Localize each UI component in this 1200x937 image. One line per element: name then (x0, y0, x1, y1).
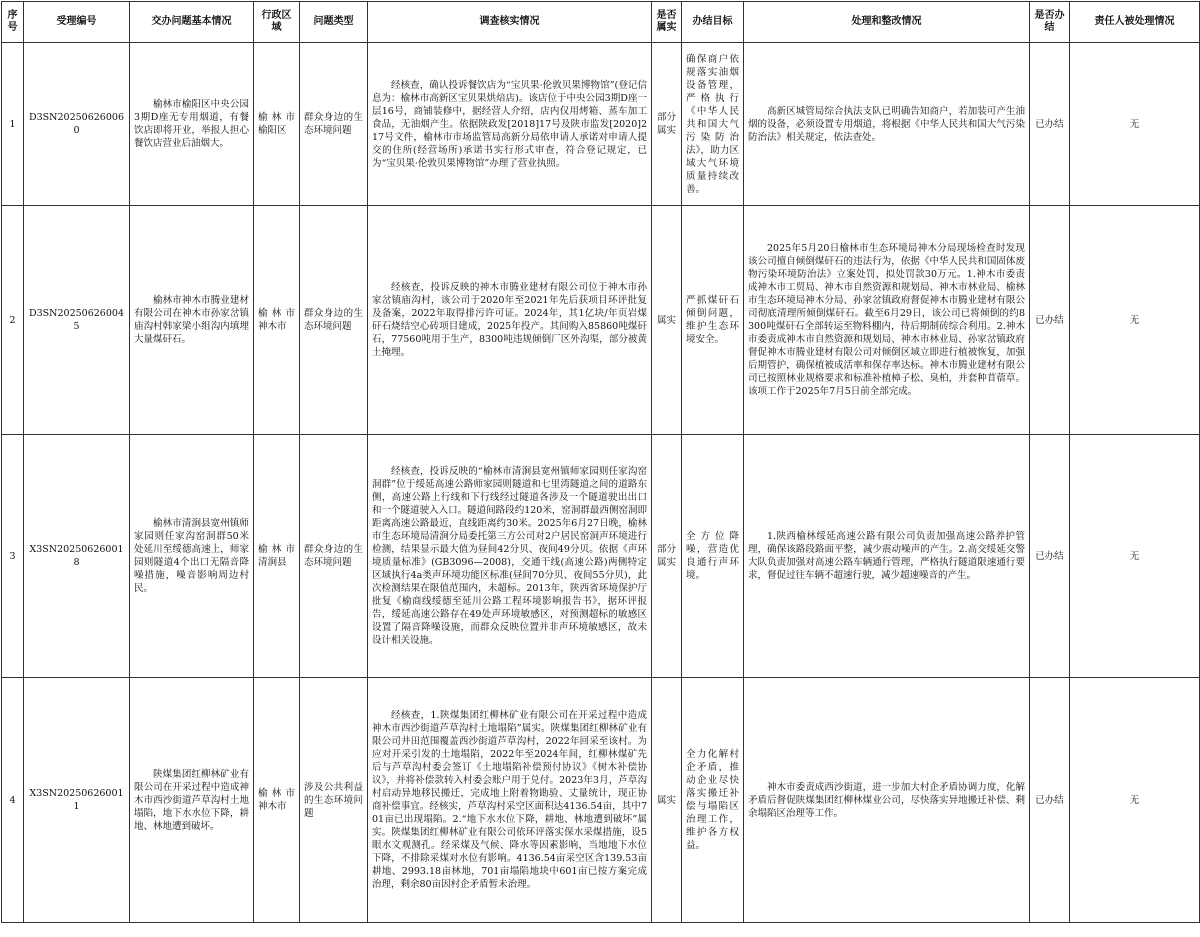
header-region: 行政区域 (254, 2, 300, 43)
cell-case-no: D3SN202506260045 (24, 206, 130, 435)
cell-region: 榆林市榆阳区 (254, 43, 300, 206)
cell-verified: 部分属实 (652, 435, 682, 678)
cell-handling: 1.陕西榆林绥延高速公路有限公司负责加强高速公路养护管理，确保该路段路面平整，减少震动噪声的产生。2.高交绥延交警大队负责加强对高速公路车辆通行管理，严格执行隧道限速通行要求，督促过往车辆不超速行驶，减少超速噪音的产生。 (744, 435, 1030, 678)
cell-investigation: 经核查，投诉反映的“榆林市清涧县宽州镇师家园则任家沟窑洞群”位于绥延高速公路师家园则隧道和七里湾隧道之间的道路东侧，高速公路上行线和下行线经过隧道各涉及一个隧道驶出出口和一个隧道驶入入口。隧道间路段约120米，窑洞群最西侧窑洞即距离高速公路最近，直线距离约30米。2025年6月27日晚，榆林市生态环境局清涧分局委托第三方公司对2户居民窑洞声环境进行检测，结果显示最大值为昼间42分贝、夜间49分贝。依据《声环境质量标准》(GB3096—2008)，交通干线(高速公路)两侧特定区域执行4a类声环境功能区标准(昼间70分贝、夜间55分贝)，此次检测结果在限值范围内，未超标。2013年，陕西省环境保护厅批复《榆商线绥德至延川公路工程环境影响报告书》，据环评报告，绥延高速公路存在49处声环境敏感区，对预测超标的敏感区设置了隔音降噪设施，而群众反映位置并非声环境敏感区，故未设计相关设施。 (368, 435, 652, 678)
cell-completed: 已办结 (1030, 43, 1070, 206)
cell-goal: 全力化解村企矛盾，推动企业尽快落实搬迁补偿与塌陷区治理工作，维护各方权益。 (682, 678, 744, 923)
case-report-table (1, 1, 1200, 923)
cell-handling: 高新区城管局综合执法支队已明确告知商户，若加装可产生油烟的设备，必须设置专用烟道，将根据《中华人民共和国大气污染防治法》相关规定，依法查处。 (744, 43, 1030, 206)
cell-case-no: X3SN202506260018 (24, 435, 130, 678)
cell-type: 群众身边的生态环境问题 (300, 435, 368, 678)
cell-basic: 榆林市榆阳区中央公园3期D座无专用烟道，有餐饮店即将开业，举报人担心餐饮店营业后油烟大。 (130, 43, 254, 206)
header-seq: 序号 (2, 2, 24, 43)
header-responsible: 责任人被处理情况 (1070, 2, 1200, 43)
cell-basic: 榆林市神木市腾业建材有限公司在神木市孙家岔镇庙沟村韩家梁小组沟内填埋大量煤矸石。 (130, 206, 254, 435)
cell-goal: 确保商户依规落实油烟设备管理，严格执行《中华人民共和国大气污染防治法》，助力区域大气环境质量持续改善。 (682, 43, 744, 206)
table-row (2, 206, 1200, 435)
cell-handling: 2025年5月20日榆林市生态环境局神木分局现场检查时发现该公司擅自倾倒煤矸石的违法行为，依据《中华人民共和国固体废物污染环境防治法》立案处罚，拟处罚款30万元。1.神木市委责成神木市工贸局、神木市自然资源和规划局、神木市林业局、榆林市生态环境局神木分局、孙家岔镇政府督促神木市腾业建材有限公司彻底清理所倾倒煤矸石。截至6月29日，该公司已将倾倒的约8300吨煤矸石全部转运至物料棚内，待后期制砖综合利用。2.神木市委责成神木市自然资源和规划局、神木市林业局、孙家岔镇政府督促神木市腾业建材有限公司对倾倒区域立即进行植被恢复，加强后期管护，确保植被成活率和保存率达标。神木市腾业建材有限公司已按照林业规格要求和标准补植樟子松、臭柏，并套种苜蓿草。该项工作于2025年7月5日前全部完成。 (744, 206, 1030, 435)
cell-region: 榆林市清涧县 (254, 435, 300, 678)
cell-case-no: D3SN202506260060 (24, 43, 130, 206)
cell-basic: 榆林市清涧县宽州镇师家园则任家沟窑洞群50米处延川至绥德高速上，师家园则隧道4个出口无隔音降噪措施，噪音影响周边村民。 (130, 435, 254, 678)
cell-region: 榆林市神木市 (254, 678, 300, 923)
header-type: 问题类型 (300, 2, 368, 43)
header-row (2, 2, 1200, 43)
cell-type: 群众身边的生态环境问题 (300, 206, 368, 435)
cell-goal: 严抓煤矸石倾倒问题，维护生态环境安全。 (682, 206, 744, 435)
cell-responsible: 无 (1070, 435, 1200, 678)
cell-basic: 陕煤集团红柳林矿业有限公司在开采过程中造成神木市西沙街道芦草沟村土地塌陷，地下水水位下降，耕地、林地遭到破坏。 (130, 678, 254, 923)
header-verified: 是否属实 (652, 2, 682, 43)
cell-investigation: 经核查，确认投诉餐饮店为“宝贝果·伦敦贝果博物馆”(登记信息为：榆林市高新区宝贝果烘焙店)。该店位于中央公园3期D座一层16号，商铺装修中，据经营人介绍，店内仅用烤箱、蒸车加工食品，无油烟产生。依据陕政发[2018]17号及陕市监发[2020]217号文件，榆林市市场监管局高新分局依申请人承诺对申请人提交的住所(经营场所)承诺书实行形式审查，符合登记规定，已为“宝贝果·伦敦贝果博物馆”办理了营业执照。 (368, 43, 652, 206)
header-handling: 处理和整改情况 (744, 2, 1030, 43)
cell-responsible: 无 (1070, 43, 1200, 206)
cell-verified: 部分属实 (652, 43, 682, 206)
cell-verified: 属实 (652, 678, 682, 923)
header-goal: 办结目标 (682, 2, 744, 43)
cell-seq: 1 (2, 43, 24, 206)
cell-type: 涉及公共利益的生态环境问题 (300, 678, 368, 923)
header-completed: 是否办结 (1030, 2, 1070, 43)
table-row (2, 43, 1200, 206)
cell-responsible: 无 (1070, 678, 1200, 923)
cell-investigation: 经核查，投诉反映的神木市腾业建材有限公司位于神木市孙家岔镇庙沟村，该公司于2020年至2021年先后获项目环评批复及备案，2022年取得排污许可证。2024年，其1亿块/年页岩煤矸石烧结空心砖项目建成，2025年投产。其间购入85860吨煤矸石，77560吨用于生产，8300吨违规倾倒厂区外沟渠，部分被黄土掩埋。 (368, 206, 652, 435)
table-row (2, 678, 1200, 923)
cell-completed: 已办结 (1030, 678, 1070, 923)
cell-verified: 属实 (652, 206, 682, 435)
header-investigation: 调查核实情况 (368, 2, 652, 43)
cell-seq: 3 (2, 435, 24, 678)
header-case-no: 受理编号 (24, 2, 130, 43)
cell-type: 群众身边的生态环境问题 (300, 43, 368, 206)
cell-completed: 已办结 (1030, 206, 1070, 435)
cell-goal: 全方位降噪，营造优良通行声环境。 (682, 435, 744, 678)
cell-completed: 已办结 (1030, 435, 1070, 678)
cell-seq: 4 (2, 678, 24, 923)
cell-responsible: 无 (1070, 206, 1200, 435)
cell-region: 榆林市神木市 (254, 206, 300, 435)
cell-seq: 2 (2, 206, 24, 435)
cell-case-no: X3SN202506260011 (24, 678, 130, 923)
cell-handling: 神木市委责成西沙街道，进一步加大村企矛盾协调力度，化解矛盾后督促陕煤集团红柳林煤业公司，尽快落实异地搬迁补偿、剩余塌陷区治理等工作。 (744, 678, 1030, 923)
cell-investigation: 经核查，1.陕煤集团红柳林矿业有限公司在开采过程中造成神木市西沙街道芦草沟村土地塌陷”属实。陕煤集团红柳林矿业有限公司井田范围覆盖西沙街道芦草沟村，2022年回采至该村。为应对开采引发的土地塌陷，2022年至2024年间，红柳林煤矿先后与芦草沟村委会签订《土地塌陷补偿预付协议》《树木补偿协议》，并将补偿款转入村委会账户用于兑付。2023年3月，芦草沟村启动异地移民搬迁，完成地上附着物勘验、丈量统计，现正协商补偿事宜。经核实，芦草沟村采空区面积达4136.54亩，其中701亩已出现塌陷。2.“地下水水位下降，耕地、林地遭到破坏”属实。陕煤集团红柳林矿业有限公司依环评落实保水采煤措施，设5眼水文观测孔。经采煤及气候、降水等因素影响，当地地下水位下降，不排除采煤对水位有影响。4136.54亩采空区含139.53亩耕地、2993.18亩林地，701亩塌陷地块中601亩已按方案完成治理，剩余80亩因村企矛盾暂未治理。 (368, 678, 652, 923)
table-row (2, 435, 1200, 678)
header-basic: 交办问题基本情况 (130, 2, 254, 43)
